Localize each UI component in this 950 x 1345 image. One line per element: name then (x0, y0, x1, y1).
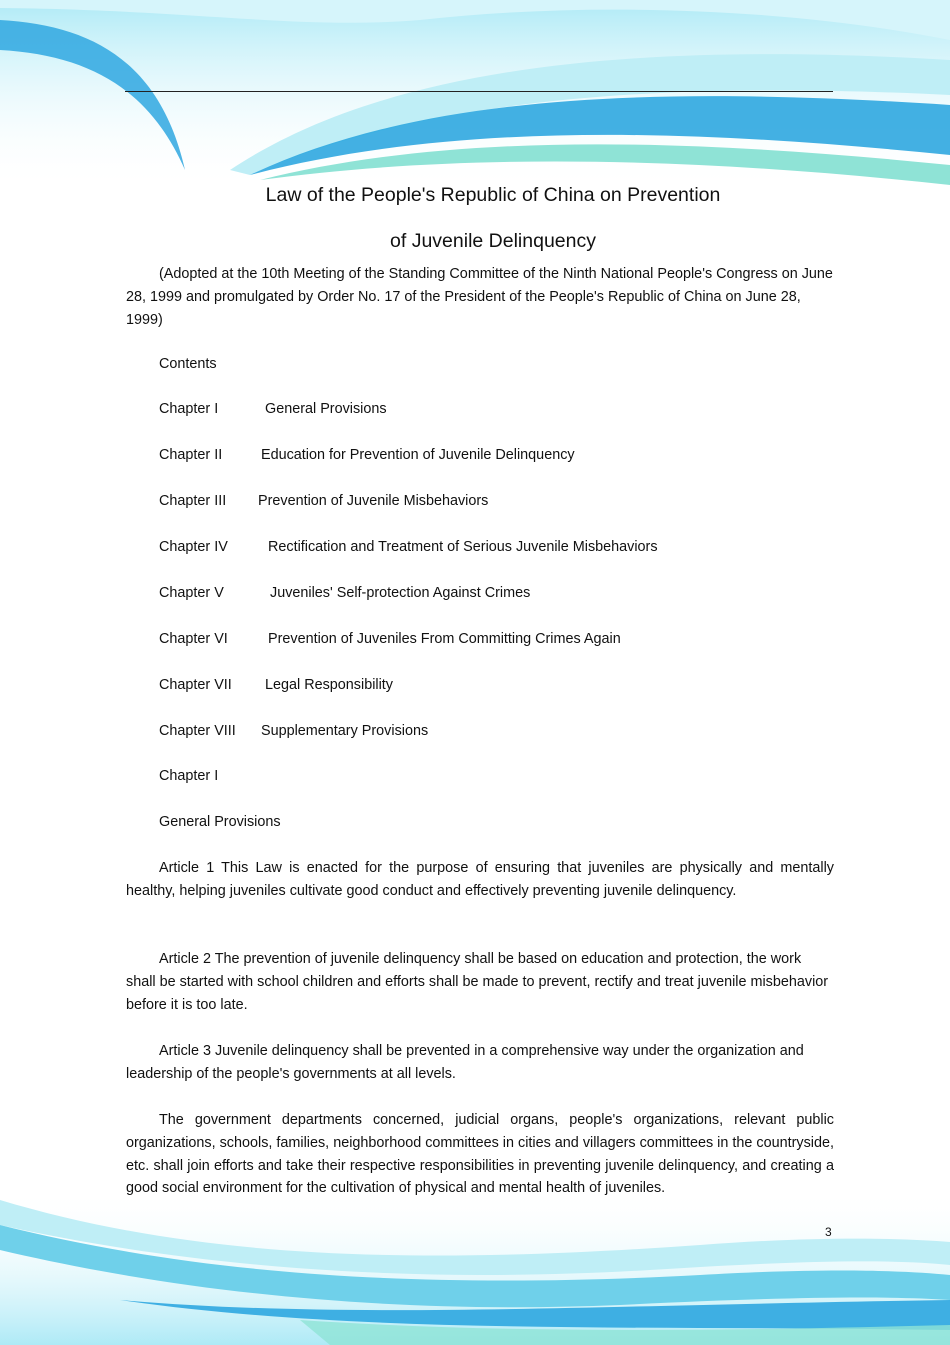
page-number: 3 (825, 1225, 832, 1239)
article-1: Article 1 This Law is enacted for the purpose of ensuring that juveniles are physically and mentally healthy, helping juveniles cultivate good conduct and effectively preventing juvenile delinquency. (126, 860, 834, 899)
toc-title: Education for Prevention of Juvenile Delinquency (261, 447, 575, 463)
toc-chapter: Chapter III (159, 493, 227, 509)
toc-chapter: Chapter V (159, 585, 224, 601)
article-2: Article 2 The prevention of juvenile delinquency shall be based on education and protection, the work shall be started with school children and efforts shall be made to prevent, rectify and treat juvenile misbehavior before it is too late. (126, 951, 829, 1013)
toc-entry (159, 493, 488, 509)
toc-entry (159, 723, 428, 739)
adoption-note-block (126, 263, 834, 331)
toc-title: Prevention of Juvenile Misbehaviors (258, 493, 489, 509)
adoption-note: (Adopted at the 10th Meeting of the Standing Committee of the Ninth National People's Congress on June 28, 1999 and promulgated by Order No. 17 of the President of the People's Republic of China on June 28, 1999) (126, 266, 833, 328)
toc-title: Prevention of Juveniles From Committing Crimes Again (268, 631, 621, 647)
header-rule (125, 91, 833, 92)
toc-entry (159, 585, 530, 601)
toc-title: General Provisions (265, 401, 387, 417)
toc-title: Legal Responsibility (265, 677, 393, 693)
article-2-block (126, 948, 834, 1016)
toc-title: Juveniles' Self-protection Against Crimes (270, 585, 531, 601)
toc-entry (159, 539, 658, 555)
article-3-paragraph-2-block (126, 1109, 834, 1200)
title-line-1: Law of the People's Republic of China on Prevention (265, 184, 721, 206)
toc-chapter: Chapter VII (159, 677, 232, 693)
toc-entry (159, 447, 575, 463)
chapter-title: General Provisions (159, 814, 281, 830)
toc-chapter: Chapter VI (159, 631, 228, 647)
toc-entry (159, 631, 621, 647)
article-3: Article 3 Juvenile delinquency shall be prevented in a comprehensive way under the organization and leadership of the people's governments at all levels. (126, 1043, 804, 1082)
article-1-block (126, 857, 834, 903)
toc-entry (159, 401, 387, 417)
toc-chapter: Chapter I (159, 401, 219, 417)
toc-chapter: Chapter II (159, 447, 223, 463)
toc-title: Supplementary Provisions (261, 723, 429, 739)
toc-entry (159, 677, 393, 693)
chapter-heading: Chapter I (159, 768, 219, 784)
article-3-paragraph-2: The government departments concerned, judicial organs, people's organizations, relevant public organizations, schools, families, neighborhood committees in cities and villagers committees in the countryside, etc. shall join efforts and take their respective responsibilities in preventing juvenile delinquency, and creating a good social environment for the cultivation of physical and mental health of juveniles. (126, 1112, 834, 1197)
toc-title: Rectification and Treatment of Serious Juvenile Misbehaviors (268, 539, 658, 555)
toc-chapter: Chapter VIII (159, 723, 236, 739)
contents-heading: Contents (159, 356, 217, 372)
title-line-2: of Juvenile Delinquency (390, 230, 596, 252)
article-3-block (126, 1040, 834, 1086)
toc-chapter: Chapter IV (159, 539, 228, 555)
